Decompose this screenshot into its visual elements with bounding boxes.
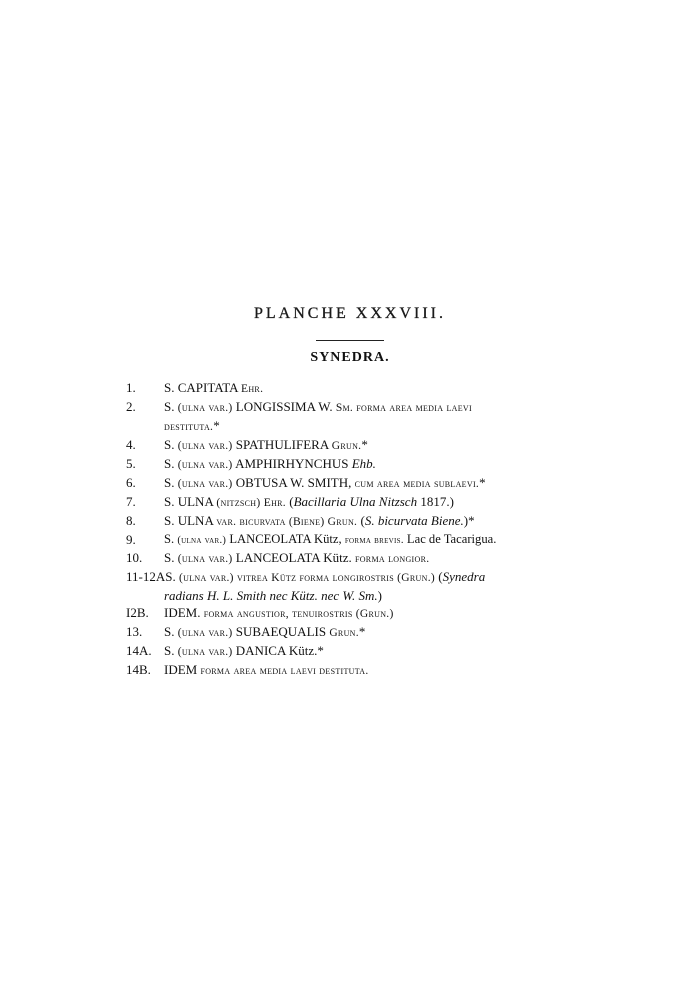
list-item <box>126 568 586 604</box>
figure-number: 14A. <box>126 643 152 658</box>
entry-text: S. (ulna var.) SPATHULIFERA Grun.* <box>164 437 368 452</box>
figure-number: 8. <box>126 513 136 528</box>
entry-text: IDEM forma area media laevi destituta. <box>164 662 369 677</box>
entry-text: S. CAPITATA Ehr. <box>164 380 264 395</box>
figure-number: 4. <box>126 437 136 452</box>
entry-text: S. ULNA var. bicurvata (Biene) Grun. (S. bicurvata Biene.)* <box>164 513 475 528</box>
list-item <box>126 549 586 568</box>
list-item <box>126 493 586 512</box>
figure-number: 10. <box>126 550 143 565</box>
genus-heading: SYNEDRA. <box>310 350 390 365</box>
figure-number: 5. <box>126 456 136 471</box>
list-item <box>126 455 586 474</box>
list-item <box>126 604 586 623</box>
entry-continuation: radians H. L. Smith nec Kütz. nec W. Sm.) <box>164 588 382 603</box>
entry-text: S. ULNA (nitzsch) Ehr. (Bacillaria Ulna Nitzsch 1817.) <box>164 494 454 509</box>
figure-number: 11-12A <box>126 569 166 584</box>
figure-number: 14B. <box>126 662 151 677</box>
list-item <box>126 531 586 549</box>
entry-text: S. (ulna var.) LANCEOLATA Kütz. forma longior. <box>164 550 430 565</box>
entry-text: S. (ulna var.) LONGISSIMA W. Sm. forma area media laevi destituta.* <box>164 399 472 433</box>
entry-text: S. (ulna var.) OBTUSA W. SMITH, cum area media sublaevi.* <box>164 475 486 490</box>
list-item <box>126 661 586 680</box>
figure-number: 13. <box>126 624 143 639</box>
figure-number: 2. <box>126 399 136 414</box>
figure-number: 1. <box>126 380 136 395</box>
entry-text: IDEM. forma angustior, tenuirostris (Grun.) <box>164 605 394 620</box>
figure-number: 6. <box>126 475 136 490</box>
list-item <box>126 436 586 455</box>
list-item <box>126 398 586 436</box>
entry-text: S. (ulna var.) AMPHIRHYNCHUS Ehb. <box>164 456 376 471</box>
list-item <box>126 512 586 531</box>
list-item <box>126 379 586 398</box>
list-item <box>126 474 586 493</box>
entry-text: S. (ulna var.) SUBAEQUALIS Grun.* <box>164 624 366 639</box>
title-rule <box>316 340 384 341</box>
list-item <box>126 623 586 642</box>
list-item <box>126 642 586 661</box>
figure-number: 9. <box>126 532 136 547</box>
figure-number: 7. <box>126 494 136 509</box>
figure-number: I2B. <box>126 605 149 620</box>
figure-list <box>126 379 586 680</box>
entry-text: S. (ulna var.) DANICA Kütz.* <box>164 643 324 658</box>
entry-text: S. (ulna var.) LANCEOLATA Kütz, forma brevis. Lac de Tacarigua. <box>164 532 497 546</box>
plate-title: PLANCHE XXXVIII. <box>254 305 446 322</box>
entry-text: S. (ulna var.) vitrea Kütz forma longirostris (Grun.) (Synedra <box>165 569 486 584</box>
